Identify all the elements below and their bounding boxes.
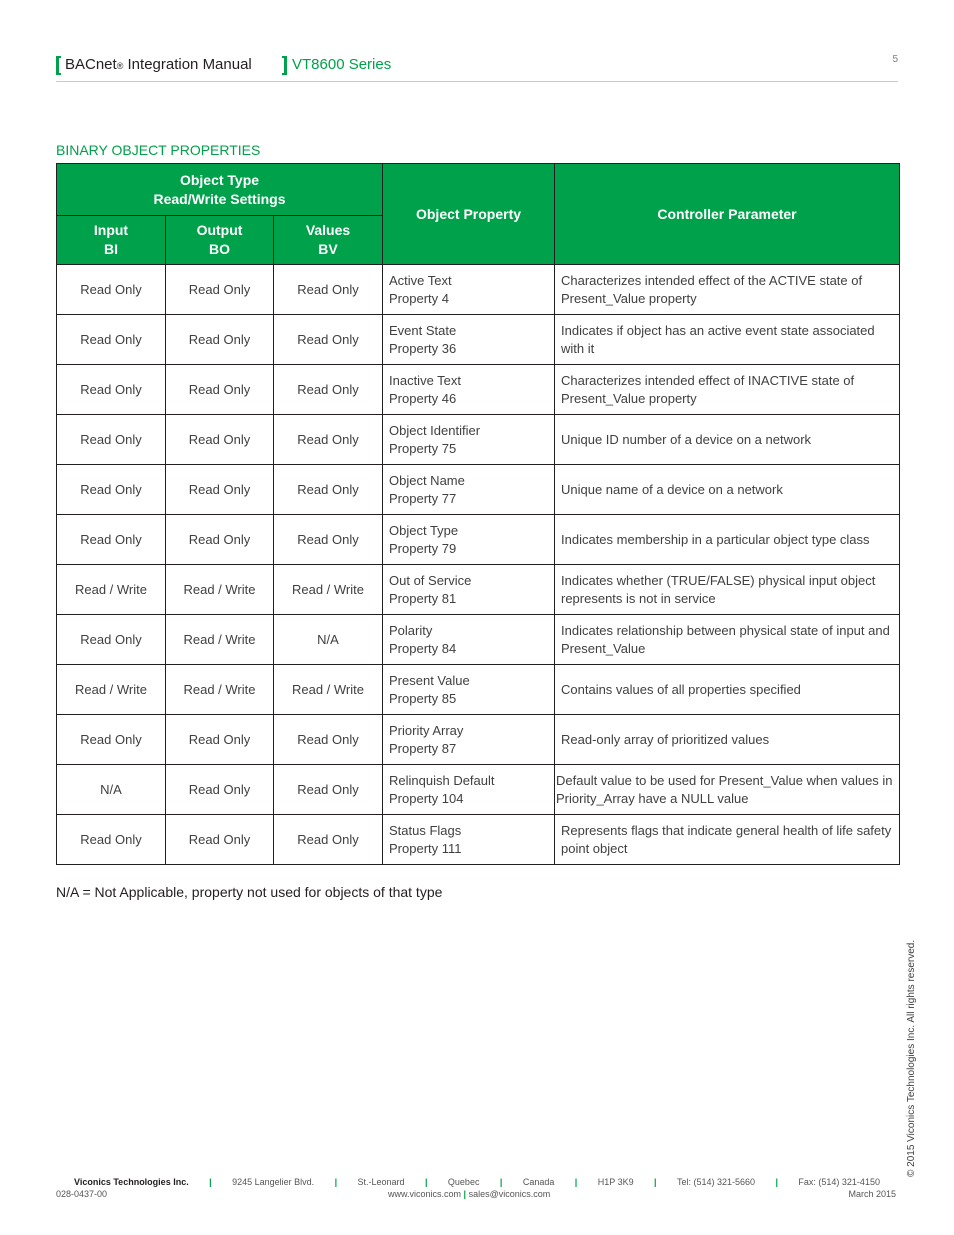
footer-separator: | xyxy=(209,1177,212,1187)
right-bracket-icon xyxy=(284,56,287,75)
cell-property: Priority Array Property 87 xyxy=(383,715,555,765)
cell-bi: Read Only xyxy=(57,265,166,315)
cell-bo: Read Only xyxy=(166,715,274,765)
cell-parameter: Indicates relationship between physical state of input and Present_Value xyxy=(555,615,900,665)
cell-property: Event State Property 36 xyxy=(383,315,555,365)
header-controller-parameter: Controller Parameter xyxy=(555,164,900,265)
footer-email-link[interactable]: sales@viconics.com xyxy=(468,1189,551,1199)
cell-bi: Read Only xyxy=(57,365,166,415)
cell-property: Object Name Property 77 xyxy=(383,465,555,515)
cell-bv: Read Only xyxy=(274,765,383,815)
cell-property: Object Identifier Property 75 xyxy=(383,415,555,465)
cell-bv: Read Only xyxy=(274,715,383,765)
cell-bi: N/A xyxy=(57,765,166,815)
header-values-bv: Values BV xyxy=(274,216,383,265)
cell-bo: Read Only xyxy=(166,315,274,365)
footer-separator: | xyxy=(574,1177,578,1187)
cell-bv: Read Only xyxy=(274,365,383,415)
table-row xyxy=(57,615,900,665)
page-number: 5 xyxy=(892,54,898,65)
cell-property: Object Type Property 79 xyxy=(383,515,555,565)
cell-bv: Read Only xyxy=(274,515,383,565)
footer-separator: | xyxy=(775,1177,778,1187)
header-input-bi: Input BI xyxy=(57,216,166,265)
cell-bo: Read Only xyxy=(166,815,274,865)
cell-bo: Read Only xyxy=(166,515,274,565)
cell-parameter: Unique ID number of a device on a network xyxy=(555,415,900,465)
footer-document-number: 028-0437-00 xyxy=(56,1189,108,1199)
footnote: N/A = Not Applicable, property not used for objects of that type xyxy=(56,884,443,900)
header-object-type: Object Type Read/Write Settings xyxy=(57,164,383,216)
cell-bv: Read Only xyxy=(274,315,383,365)
table-row xyxy=(57,715,900,765)
cell-bv: Read Only xyxy=(274,465,383,515)
cell-bo: Read Only xyxy=(166,765,274,815)
cell-parameter: Indicates membership in a particular object type class xyxy=(555,515,900,565)
cell-parameter: Characterizes intended effect of INACTIVE state of Present_Value property xyxy=(555,365,900,415)
cell-bi: Read / Write xyxy=(57,665,166,715)
binary-object-properties-table xyxy=(56,163,900,865)
cell-bo: Read / Write xyxy=(166,565,274,615)
cell-bo: Read Only xyxy=(166,265,274,315)
series-title: VT8600 Series xyxy=(292,56,392,73)
table-row xyxy=(57,265,900,315)
header-output-bo: Output BO xyxy=(166,216,274,265)
table-row xyxy=(57,365,900,415)
cell-bi: Read Only xyxy=(57,715,166,765)
cell-parameter: Default value to be used for Present_Value when values in Priority_Array have a NULL value xyxy=(555,765,900,815)
footer-country: Canada xyxy=(522,1177,555,1187)
cell-bi: Read Only xyxy=(57,315,166,365)
copyright-notice: © 2015 Viconics Technologies Inc. All rights reserved. xyxy=(906,939,917,1177)
footer-postal-code: H1P 3K9 xyxy=(597,1177,634,1187)
table-row xyxy=(57,665,900,715)
cell-bv: Read / Write xyxy=(274,565,383,615)
cell-parameter: Read-only array of prioritized values xyxy=(555,715,900,765)
cell-parameter: Characterizes intended effect of the ACTIVE state of Present_Value property xyxy=(555,265,900,315)
cell-property: Active Text Property 4 xyxy=(383,265,555,315)
cell-parameter: Indicates whether (TRUE/FALSE) physical input object represents is not in service xyxy=(555,565,900,615)
table-row xyxy=(57,315,900,365)
cell-parameter: Unique name of a device on a network xyxy=(555,465,900,515)
cell-property: Status Flags Property 111 xyxy=(383,815,555,865)
cell-bo: Read Only xyxy=(166,365,274,415)
cell-bv: Read Only xyxy=(274,415,383,465)
header-object-property: Object Property xyxy=(383,164,555,265)
footer-province: Quebec xyxy=(447,1177,480,1187)
cell-parameter: Contains values of all properties specified xyxy=(555,665,900,715)
cell-bv: Read / Write xyxy=(274,665,383,715)
footer-contact xyxy=(388,1189,550,1199)
table-row xyxy=(57,515,900,565)
footer-company: Viconics Technologies Inc. xyxy=(74,1177,189,1187)
footer-separator: | xyxy=(334,1177,338,1187)
page-header xyxy=(56,52,898,82)
footer-telephone: Tel: (514) 321-5660 xyxy=(676,1177,756,1187)
footer-website-link[interactable]: www.viconics.com xyxy=(388,1189,462,1199)
footer-street: 9245 Langelier Blvd. xyxy=(232,1177,315,1187)
cell-bv: Read Only xyxy=(274,815,383,865)
cell-bi: Read Only xyxy=(57,415,166,465)
cell-property: Relinquish Default Property 104 xyxy=(383,765,555,815)
table-row xyxy=(57,565,900,615)
table-row xyxy=(57,765,900,815)
cell-bi: Read Only xyxy=(57,815,166,865)
footer-separator: | xyxy=(463,1189,467,1199)
footer-fax: Fax: (514) 321-4150 xyxy=(798,1177,880,1187)
left-bracket-icon xyxy=(56,56,59,75)
footer-separator: | xyxy=(424,1177,428,1187)
footer-separator: | xyxy=(499,1177,503,1187)
cell-parameter: Indicates if object has an active event state associated with it xyxy=(555,315,900,365)
cell-bi: Read / Write xyxy=(57,565,166,615)
cell-property: Present Value Property 85 xyxy=(383,665,555,715)
footer-separator: | xyxy=(654,1177,657,1187)
cell-property: Polarity Property 84 xyxy=(383,615,555,665)
cell-property: Out of Service Property 81 xyxy=(383,565,555,615)
cell-bi: Read Only xyxy=(57,515,166,565)
cell-bo: Read Only xyxy=(166,415,274,465)
cell-bv: Read Only xyxy=(274,265,383,315)
table-body xyxy=(57,265,900,865)
cell-bi: Read Only xyxy=(57,465,166,515)
table-row xyxy=(57,815,900,865)
table-row xyxy=(57,415,900,465)
cell-bo: Read / Write xyxy=(166,665,274,715)
cell-bi: Read Only xyxy=(57,615,166,665)
table-row xyxy=(57,465,900,515)
cell-parameter: Represents flags that indicate general health of life safety point object xyxy=(555,815,900,865)
cell-property: Inactive Text Property 46 xyxy=(383,365,555,415)
header-divider xyxy=(56,81,898,82)
section-title: BINARY OBJECT PROPERTIES xyxy=(56,142,261,158)
cell-bo: Read Only xyxy=(166,465,274,515)
footer-address-line xyxy=(74,1177,880,1187)
manual-title: BACnet® Integration Manual xyxy=(65,56,252,73)
footer-city: St.-Leonard xyxy=(357,1177,405,1187)
footer-date: March 2015 xyxy=(848,1189,896,1199)
cell-bv: N/A xyxy=(274,615,383,665)
cell-bo: Read / Write xyxy=(166,615,274,665)
